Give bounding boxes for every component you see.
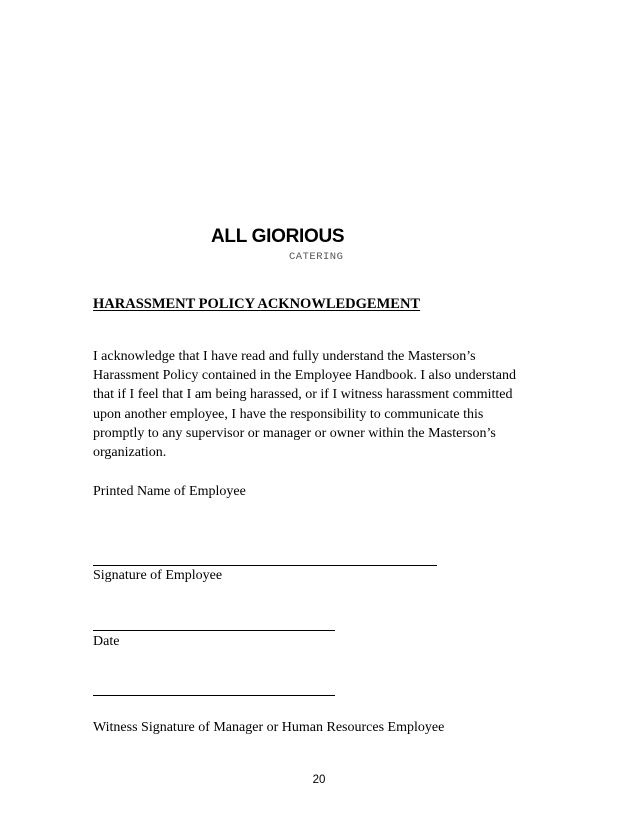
printed-name-label: Printed Name of Employee bbox=[93, 484, 246, 499]
signature-label: Signature of Employee bbox=[93, 568, 223, 583]
page-number: 20 bbox=[312, 774, 326, 786]
company-tagline: CATERING bbox=[289, 251, 344, 263]
signature-line bbox=[93, 565, 437, 566]
document-heading: HARASSMENT POLICY ACKNOWLEDGEMENT bbox=[93, 296, 421, 312]
witness-signature-line bbox=[93, 695, 335, 696]
company-name: ALL GIORIOUS bbox=[211, 226, 345, 247]
witness-signature-label: Witness Signature of Manager or Human Resources Employee bbox=[93, 720, 445, 735]
date-label: Date bbox=[93, 634, 120, 649]
date-line bbox=[93, 630, 335, 631]
acknowledgement-paragraph: I acknowledge that I have read and fully understand the Masterson’s Harassment Policy contained in the Employee Handbook. I also understand that if I feel that I am being harassed, or if I witness harassment committed upon another employee, I have the responsibility to communicate this promptly to any supervisor or manager or owner within the Masterson’s organization. bbox=[93, 349, 517, 461]
